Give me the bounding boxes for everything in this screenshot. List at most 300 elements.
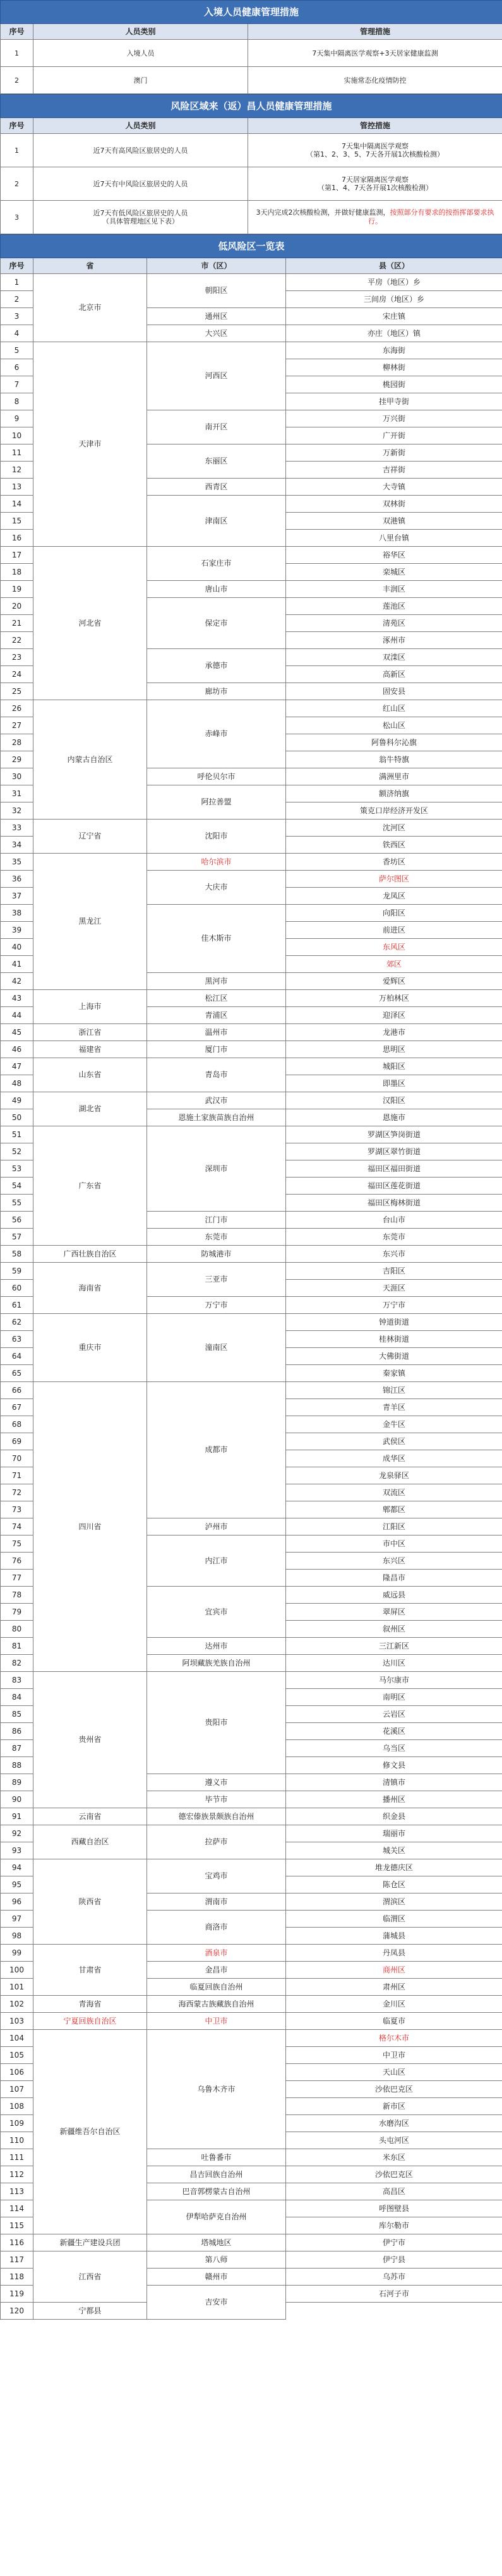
county-cell: 东海街 bbox=[286, 342, 502, 359]
county-cell: 达川区 bbox=[286, 1655, 502, 1672]
county-cell: 罗湖区翠竹街道 bbox=[286, 1143, 502, 1160]
county-cell: 双滦区 bbox=[286, 649, 502, 666]
county-cell: 龙港市 bbox=[286, 1024, 502, 1041]
row-no: 74 bbox=[1, 1518, 33, 1535]
row-no: 19 bbox=[1, 581, 33, 598]
city-cell: 温州市 bbox=[147, 1024, 286, 1041]
table-row bbox=[1, 2251, 502, 2269]
row-no: 63 bbox=[1, 1331, 33, 1348]
city-cell: 贵阳市 bbox=[147, 1672, 286, 1774]
row-no: 95 bbox=[1, 1876, 33, 1893]
table-row bbox=[1, 1672, 502, 1689]
province-cell: 贵州省 bbox=[33, 1672, 147, 1808]
row-no: 54 bbox=[1, 1178, 33, 1195]
table-row bbox=[1, 1825, 502, 1842]
county-cell: 挂甲寺街 bbox=[286, 393, 502, 410]
row-no: 111 bbox=[1, 2149, 33, 2166]
row-no: 44 bbox=[1, 1007, 33, 1024]
city-cell: 达州市 bbox=[147, 1638, 286, 1655]
row-no: 31 bbox=[1, 785, 33, 802]
city-cell: 毕节市 bbox=[147, 1791, 286, 1808]
county-cell: 福田区梅林街道 bbox=[286, 1195, 502, 1212]
row-no: 51 bbox=[1, 1126, 33, 1143]
city-cell: 哈尔滨市 bbox=[147, 854, 286, 871]
row-no: 90 bbox=[1, 1791, 33, 1808]
county-cell: 丰润区 bbox=[286, 581, 502, 598]
table-row bbox=[1, 854, 502, 871]
row-no: 98 bbox=[1, 1928, 33, 1945]
county-cell: 隆昌市 bbox=[286, 1570, 502, 1587]
row-no: 1 bbox=[1, 134, 33, 167]
county-cell: 江阳区 bbox=[286, 1518, 502, 1535]
city-cell: 江门市 bbox=[147, 1212, 286, 1229]
measure-highlight: 按照部分有要求的按指挥部要求执行。 bbox=[368, 208, 494, 225]
county-cell: 翠屏区 bbox=[286, 1604, 502, 1621]
row-no: 28 bbox=[1, 734, 33, 751]
row-category: 近7天有高风险区旅居史的人员 bbox=[33, 134, 248, 167]
row-no: 23 bbox=[1, 649, 33, 666]
county-cell: 水磨沟区 bbox=[286, 2115, 502, 2132]
row-no: 13 bbox=[1, 479, 33, 496]
county-cell: 吉祥街 bbox=[286, 462, 502, 479]
county-cell: 三间房（地区）乡 bbox=[286, 291, 502, 308]
table-row bbox=[1, 990, 502, 1007]
row-no: 99 bbox=[1, 1945, 33, 1962]
city-cell: 潼南区 bbox=[147, 1314, 286, 1382]
city-cell: 承德市 bbox=[147, 649, 286, 683]
city-cell: 武汉市 bbox=[147, 1092, 286, 1109]
county-cell: 福田区福田街道 bbox=[286, 1160, 502, 1178]
county-cell: 龙泉驿区 bbox=[286, 1467, 502, 1484]
province-cell: 新疆生产建设兵团 bbox=[33, 2234, 147, 2251]
header-category: 人员类别 bbox=[33, 118, 248, 134]
county-cell: 平房（地区）乡 bbox=[286, 274, 502, 291]
county-cell: 花溪区 bbox=[286, 1723, 502, 1740]
province-cell: 黑龙江 bbox=[33, 854, 147, 990]
city-cell: 中卫市 bbox=[147, 2013, 286, 2030]
row-no: 11 bbox=[1, 444, 33, 462]
county-cell: 亦庄（地区）镇 bbox=[286, 325, 502, 342]
row-no: 102 bbox=[1, 1996, 33, 2013]
city-cell: 遵义市 bbox=[147, 1774, 286, 1791]
city-cell: 西青区 bbox=[147, 479, 286, 496]
county-cell: 恩施市 bbox=[286, 1109, 502, 1126]
row-no: 27 bbox=[1, 717, 33, 734]
row-no: 100 bbox=[1, 1962, 33, 1979]
row-no: 59 bbox=[1, 1263, 33, 1280]
county-cell: 栾城区 bbox=[286, 564, 502, 581]
row-no: 22 bbox=[1, 632, 33, 649]
province-cell: 天津市 bbox=[33, 342, 147, 547]
table-row bbox=[1, 342, 502, 359]
header-no: 序号 bbox=[1, 118, 33, 134]
county-cell: 中卫市 bbox=[286, 2047, 502, 2064]
city-cell: 青岛市 bbox=[147, 1058, 286, 1092]
low-risk-table bbox=[0, 234, 502, 2320]
county-cell: 金川区 bbox=[286, 1996, 502, 2013]
city-cell: 厦门市 bbox=[147, 1041, 286, 1058]
row-measure: 7天集中隔离医学观察 （第1、2、3、5、7天各开展1次核酸检测） bbox=[248, 134, 502, 167]
city-cell: 巴音郭楞蒙古自治州 bbox=[147, 2183, 286, 2200]
county-cell: 固安县 bbox=[286, 683, 502, 700]
province-cell: 上海市 bbox=[33, 990, 147, 1024]
header-province: 省 bbox=[33, 258, 147, 274]
county-cell: 吉阳区 bbox=[286, 1263, 502, 1280]
county-cell: 桂林街道 bbox=[286, 1331, 502, 1348]
row-no: 120 bbox=[1, 2303, 33, 2320]
row-no: 6 bbox=[1, 359, 33, 376]
county-cell: 石河子市 bbox=[286, 2286, 502, 2303]
row-no: 46 bbox=[1, 1041, 33, 1058]
row-no: 119 bbox=[1, 2286, 33, 2303]
row-no: 70 bbox=[1, 1450, 33, 1467]
row-no: 108 bbox=[1, 2098, 33, 2115]
city-cell: 深圳市 bbox=[147, 1126, 286, 1212]
city-cell: 大庆市 bbox=[147, 871, 286, 905]
row-no: 17 bbox=[1, 547, 33, 564]
city-cell: 酒泉市 bbox=[147, 1945, 286, 1962]
row-measure: 实施常态化疫情防控 bbox=[248, 67, 502, 94]
county-cell: 临夏市 bbox=[286, 2013, 502, 2030]
row-measure: 7天集中隔离医学观察+3天居家健康监测 bbox=[248, 40, 502, 67]
city-cell: 通州区 bbox=[147, 308, 286, 325]
row-measure: 7天居家隔离医学观察 （第1、4、7天各开展1次核酸检测） bbox=[248, 167, 502, 201]
city-cell: 乌鲁木齐市 bbox=[147, 2030, 286, 2149]
city-cell: 阿拉善盟 bbox=[147, 785, 286, 820]
province-cell: 山东省 bbox=[33, 1058, 147, 1092]
row-no: 49 bbox=[1, 1092, 33, 1109]
row-no: 40 bbox=[1, 939, 33, 956]
row-no: 97 bbox=[1, 1911, 33, 1928]
county-cell: 松山区 bbox=[286, 717, 502, 734]
county-cell: 秦家镇 bbox=[286, 1365, 502, 1382]
city-cell: 渭南市 bbox=[147, 1893, 286, 1911]
county-cell: 香坊区 bbox=[286, 854, 502, 871]
county-cell: 金牛区 bbox=[286, 1416, 502, 1433]
county-cell: 乌苏市 bbox=[286, 2269, 502, 2286]
city-cell: 昌吉回族自治州 bbox=[147, 2166, 286, 2183]
header-no: 序号 bbox=[1, 258, 33, 274]
row-no: 39 bbox=[1, 922, 33, 939]
row-no: 88 bbox=[1, 1757, 33, 1774]
row-no: 92 bbox=[1, 1825, 33, 1842]
city-cell: 伊犁哈萨克自治州 bbox=[147, 2200, 286, 2234]
risk-area-title: 风险区域来（返）昌人员健康管理措施 bbox=[1, 95, 502, 118]
province-cell: 江西省 bbox=[33, 2251, 147, 2303]
row-no: 103 bbox=[1, 2013, 33, 2030]
row-no: 91 bbox=[1, 1808, 33, 1825]
county-cell: 天涯区 bbox=[286, 1280, 502, 1297]
row-no: 2 bbox=[1, 67, 33, 94]
header-category: 人员类别 bbox=[33, 24, 248, 40]
province-cell: 广东省 bbox=[33, 1126, 147, 1246]
inbound-title: 入境人员健康管理措施 bbox=[1, 1, 502, 24]
county-cell: 迎泽区 bbox=[286, 1007, 502, 1024]
row-no: 76 bbox=[1, 1553, 33, 1570]
city-cell: 防城港市 bbox=[147, 1246, 286, 1263]
row-no: 78 bbox=[1, 1587, 33, 1604]
city-cell: 佳木斯市 bbox=[147, 905, 286, 973]
county-cell: 台山市 bbox=[286, 1212, 502, 1229]
city-cell: 塔城地区 bbox=[147, 2234, 286, 2251]
county-cell: 青羊区 bbox=[286, 1399, 502, 1416]
row-no: 33 bbox=[1, 820, 33, 837]
row-no: 7 bbox=[1, 376, 33, 393]
county-cell: 锦江区 bbox=[286, 1382, 502, 1399]
county-cell: 翁牛特旗 bbox=[286, 751, 502, 768]
row-no: 75 bbox=[1, 1535, 33, 1553]
county-cell: 郊区 bbox=[286, 956, 502, 973]
county-cell: 桃园街 bbox=[286, 376, 502, 393]
province-cell: 甘肃省 bbox=[33, 1945, 147, 1996]
row-no: 115 bbox=[1, 2217, 33, 2234]
county-cell: 前进区 bbox=[286, 922, 502, 939]
county-cell: 播州区 bbox=[286, 1791, 502, 1808]
county-cell: 思明区 bbox=[286, 1041, 502, 1058]
row-no: 93 bbox=[1, 1842, 33, 1859]
county-cell: 成华区 bbox=[286, 1450, 502, 1467]
county-cell: 蒲城县 bbox=[286, 1928, 502, 1945]
county-cell: 萨尔图区 bbox=[286, 871, 502, 888]
county-cell: 即墨区 bbox=[286, 1075, 502, 1092]
county-cell: 南明区 bbox=[286, 1689, 502, 1706]
table-row bbox=[1, 1859, 502, 1876]
city-cell: 宝鸡市 bbox=[147, 1859, 286, 1893]
county-cell: 满洲里市 bbox=[286, 768, 502, 785]
row-no: 48 bbox=[1, 1075, 33, 1092]
table-row bbox=[1, 1945, 502, 1962]
row-no: 114 bbox=[1, 2200, 33, 2217]
county-cell: 额济纳旗 bbox=[286, 785, 502, 802]
province-cell: 辽宁省 bbox=[33, 820, 147, 854]
row-no: 60 bbox=[1, 1280, 33, 1297]
county-cell: 威远县 bbox=[286, 1587, 502, 1604]
row-no: 57 bbox=[1, 1229, 33, 1246]
row-category: 近7天有低风险区旅居史的人员 （具体管理地区见下表） bbox=[33, 201, 248, 234]
city-cell: 万宁市 bbox=[147, 1297, 286, 1314]
county-cell: 丹凤县 bbox=[286, 1945, 502, 1962]
row-no: 25 bbox=[1, 683, 33, 700]
city-cell: 唐山市 bbox=[147, 581, 286, 598]
province-cell: 湖北省 bbox=[33, 1092, 147, 1126]
row-no: 12 bbox=[1, 462, 33, 479]
row-category: 入境人员 bbox=[33, 40, 248, 67]
row-no: 86 bbox=[1, 1723, 33, 1740]
county-cell: 叙州区 bbox=[286, 1621, 502, 1638]
county-cell: 沙依巴克区 bbox=[286, 2081, 502, 2098]
header-city: 市（区） bbox=[147, 258, 286, 274]
row-no: 104 bbox=[1, 2030, 33, 2047]
row-no: 52 bbox=[1, 1143, 33, 1160]
table-row bbox=[1, 274, 502, 291]
province-cell: 河北省 bbox=[33, 547, 147, 700]
row-no: 45 bbox=[1, 1024, 33, 1041]
county-cell: 市中区 bbox=[286, 1535, 502, 1553]
county-cell: 策克口岸经济开发区 bbox=[286, 802, 502, 820]
row-no: 71 bbox=[1, 1467, 33, 1484]
county-cell: 罗湖区笋岗街道 bbox=[286, 1126, 502, 1143]
county-cell: 陈仓区 bbox=[286, 1876, 502, 1893]
row-no: 113 bbox=[1, 2183, 33, 2200]
county-cell: 红山区 bbox=[286, 700, 502, 717]
row-no: 82 bbox=[1, 1655, 33, 1672]
row-no: 94 bbox=[1, 1859, 33, 1876]
city-cell: 德宏傣族景颇族自治州 bbox=[147, 1808, 286, 1825]
row-no: 101 bbox=[1, 1979, 33, 1996]
row-no: 87 bbox=[1, 1740, 33, 1757]
province-cell: 宁夏回族自治区 bbox=[33, 2013, 147, 2030]
county-cell: 沈河区 bbox=[286, 820, 502, 837]
city-cell: 第八师 bbox=[147, 2251, 286, 2269]
city-cell: 金昌市 bbox=[147, 1962, 286, 1979]
row-no: 58 bbox=[1, 1246, 33, 1263]
row-no: 66 bbox=[1, 1382, 33, 1399]
county-cell: 堆龙德庆区 bbox=[286, 1859, 502, 1876]
province-cell: 浙江省 bbox=[33, 1024, 147, 1041]
city-cell: 内江市 bbox=[147, 1535, 286, 1587]
county-cell: 云岩区 bbox=[286, 1706, 502, 1723]
county-cell: 福田区莲花街道 bbox=[286, 1178, 502, 1195]
low-risk-title: 低风险区一览表 bbox=[1, 235, 502, 258]
row-no: 36 bbox=[1, 871, 33, 888]
county-cell: 武侯区 bbox=[286, 1433, 502, 1450]
header-measure: 管理措施 bbox=[248, 24, 502, 40]
county-cell: 马尔康市 bbox=[286, 1672, 502, 1689]
row-category: 近7天有中风险区旅居史的人员 bbox=[33, 167, 248, 201]
city-cell: 恩施土家族苗族自治州 bbox=[147, 1109, 286, 1126]
table-row bbox=[1, 1263, 502, 1280]
county-cell: 万新街 bbox=[286, 444, 502, 462]
county-cell: 伊宁市 bbox=[286, 2234, 502, 2251]
row-no: 89 bbox=[1, 1774, 33, 1791]
header-no: 序号 bbox=[1, 24, 33, 40]
county-cell: 汉阳区 bbox=[286, 1092, 502, 1109]
table-row bbox=[1, 1808, 502, 1825]
city-cell: 商洛市 bbox=[147, 1911, 286, 1945]
county-cell: 格尔木市 bbox=[286, 2030, 502, 2047]
table-row bbox=[1, 547, 502, 564]
city-cell: 临夏回族自治州 bbox=[147, 1979, 286, 1996]
row-no: 2 bbox=[1, 167, 33, 201]
row-no: 16 bbox=[1, 530, 33, 547]
row-no: 41 bbox=[1, 956, 33, 973]
city-cell: 石家庄市 bbox=[147, 547, 286, 581]
city-cell: 青浦区 bbox=[147, 1007, 286, 1024]
table-row bbox=[1, 1314, 502, 1331]
province-cell: 福建省 bbox=[33, 1041, 147, 1058]
province-cell: 西藏自治区 bbox=[33, 1825, 147, 1859]
county-cell: 万兴街 bbox=[286, 410, 502, 427]
county-cell: 东兴区 bbox=[286, 1553, 502, 1570]
row-no: 35 bbox=[1, 854, 33, 871]
county-cell: 双流区 bbox=[286, 1484, 502, 1501]
city-cell: 南开区 bbox=[147, 410, 286, 444]
row-no: 30 bbox=[1, 768, 33, 785]
county-cell: 三江新区 bbox=[286, 1638, 502, 1655]
county-cell: 双港镇 bbox=[286, 513, 502, 530]
row-no: 112 bbox=[1, 2166, 33, 2183]
county-cell: 临渭区 bbox=[286, 1911, 502, 1928]
row-no: 77 bbox=[1, 1570, 33, 1587]
row-no: 105 bbox=[1, 2047, 33, 2064]
row-no: 20 bbox=[1, 598, 33, 615]
county-cell: 城关区 bbox=[286, 1842, 502, 1859]
row-no: 96 bbox=[1, 1893, 33, 1911]
row-no: 80 bbox=[1, 1621, 33, 1638]
row-no: 53 bbox=[1, 1160, 33, 1178]
row-no: 21 bbox=[1, 615, 33, 632]
row-no: 3 bbox=[1, 308, 33, 325]
row-no: 47 bbox=[1, 1058, 33, 1075]
county-cell: 肃州区 bbox=[286, 1979, 502, 1996]
row-no: 8 bbox=[1, 393, 33, 410]
row-no: 118 bbox=[1, 2269, 33, 2286]
row-no: 38 bbox=[1, 905, 33, 922]
county-cell: 双林街 bbox=[286, 496, 502, 513]
county-cell: 织金县 bbox=[286, 1808, 502, 1825]
province-cell: 新疆维吾尔自治区 bbox=[33, 2030, 147, 2234]
row-no: 107 bbox=[1, 2081, 33, 2098]
row-no: 14 bbox=[1, 496, 33, 513]
county-cell: 柳林街 bbox=[286, 359, 502, 376]
row-no: 9 bbox=[1, 410, 33, 427]
city-cell: 松江区 bbox=[147, 990, 286, 1007]
header-measure: 管控措施 bbox=[248, 118, 502, 134]
county-cell: 城阳区 bbox=[286, 1058, 502, 1075]
row-no: 61 bbox=[1, 1297, 33, 1314]
city-cell: 赤峰市 bbox=[147, 700, 286, 768]
county-cell: 库尔勒市 bbox=[286, 2217, 502, 2234]
county-cell: 米东区 bbox=[286, 2149, 502, 2166]
row-no: 26 bbox=[1, 700, 33, 717]
county-cell: 向阳区 bbox=[286, 905, 502, 922]
table-row bbox=[1, 1382, 502, 1399]
row-no: 56 bbox=[1, 1212, 33, 1229]
city-cell: 吉安市 bbox=[147, 2286, 286, 2320]
county-cell: 东风区 bbox=[286, 939, 502, 956]
county-cell: 高昌区 bbox=[286, 2183, 502, 2200]
row-no: 42 bbox=[1, 973, 33, 990]
county-cell: 修文县 bbox=[286, 1757, 502, 1774]
county-cell: 高新区 bbox=[286, 666, 502, 683]
city-cell: 朝阳区 bbox=[147, 274, 286, 308]
city-cell: 廊坊市 bbox=[147, 683, 286, 700]
table-row bbox=[1, 1092, 502, 1109]
county-cell: 爱辉区 bbox=[286, 973, 502, 990]
row-no: 106 bbox=[1, 2064, 33, 2081]
table-row bbox=[1, 1126, 502, 1143]
county-cell: 东兴市 bbox=[286, 1246, 502, 1263]
row-no: 79 bbox=[1, 1604, 33, 1621]
row-no: 55 bbox=[1, 1195, 33, 1212]
table-row bbox=[1, 2030, 502, 2047]
province-cell: 内蒙古自治区 bbox=[33, 700, 147, 820]
county-cell: 东莞市 bbox=[286, 1229, 502, 1246]
row-no: 83 bbox=[1, 1672, 33, 1689]
county-cell: 清苑区 bbox=[286, 615, 502, 632]
county-cell: 莲池区 bbox=[286, 598, 502, 615]
row-no: 84 bbox=[1, 1689, 33, 1706]
county-cell: 万宁市 bbox=[286, 1297, 502, 1314]
city-cell: 保定市 bbox=[147, 598, 286, 649]
row-no: 62 bbox=[1, 1314, 33, 1331]
row-no: 69 bbox=[1, 1433, 33, 1450]
county-cell: 天山区 bbox=[286, 2064, 502, 2081]
row-no: 3 bbox=[1, 201, 33, 234]
row-no: 50 bbox=[1, 1109, 33, 1126]
low-risk-rows bbox=[1, 274, 502, 2320]
county-cell: 八里台镇 bbox=[286, 530, 502, 547]
